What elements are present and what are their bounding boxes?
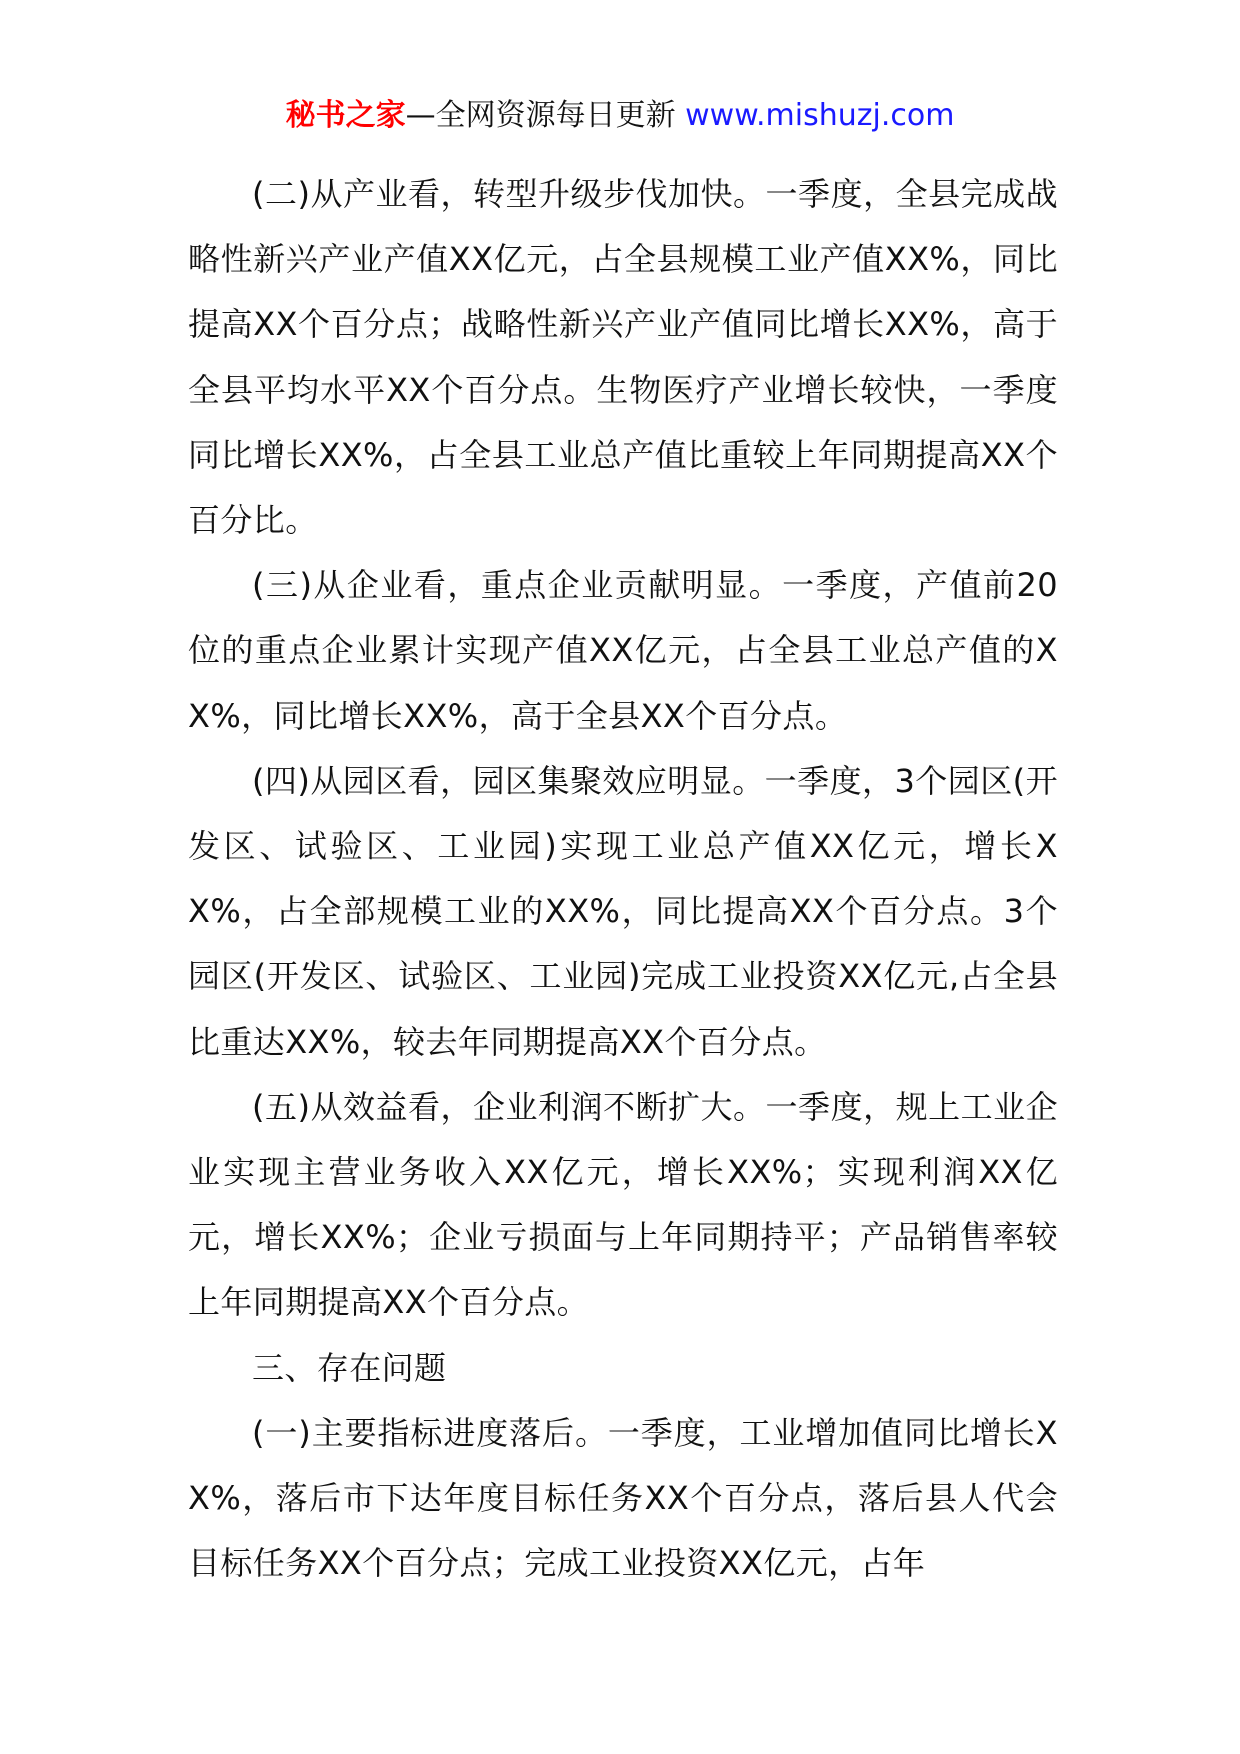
- header-tagline: —全网资源每日更新: [405, 98, 686, 133]
- document-body: [188, 162, 1058, 1596]
- section-heading-problems: 三、存在问题: [252, 1348, 447, 1387]
- paragraph-park: (四)从园区看，园区集聚效应明显。一季度，3个园区(开发区、试验区、工业园)实现工业总产值XX亿元，增长XX%，占全部规模工业的XX%，同比提高XX个百分点。3个园区(开发区、试验区、工业园)完成工业投资XX亿元,占全县比重达XX%，较去年同期提高XX个百分点。: [188, 761, 1058, 1061]
- paragraph-enterprise: (三)从企业看，重点企业贡献明显。一季度，产值前20位的重点企业累计实现产值XX亿元，占全县工业总产值的XX%，同比增长XX%，高于全县XX个百分点。: [188, 566, 1058, 735]
- paragraph-benefit: (五)从效益看，企业利润不断扩大。一季度，规上工业企业实现主营业务收入XX亿元，增长XX%；实现利润XX亿元，增长XX%；企业亏损面与上年同期持平；产品销售率较上年同期提高XX个百分点。: [188, 1087, 1058, 1322]
- page-header: [0, 98, 1240, 134]
- website-link[interactable]: www.mishuzj.com: [685, 98, 955, 133]
- paragraph-industry: (二)从产业看，转型升级步伐加快。一季度，全县完成战略性新兴产业产值XX亿元，占全县规模工业产值XX%，同比提高XX个百分点；战略性新兴产业产值同比增长XX%，高于全县平均水平XX个百分点。生物医疗产业增长较快，一季度同比增长XX%，占全县工业总产值比重较上年同期提高XX个百分比。: [188, 175, 1058, 540]
- paragraph-indicators: (一)主要指标进度落后。一季度，工业增加值同比增长XX%，落后市下达年度目标任务XX个百分点，落后县人代会目标任务XX个百分点；完成工业投资XX亿元，占年: [188, 1413, 1058, 1583]
- brand-name: 秘书之家: [285, 98, 406, 133]
